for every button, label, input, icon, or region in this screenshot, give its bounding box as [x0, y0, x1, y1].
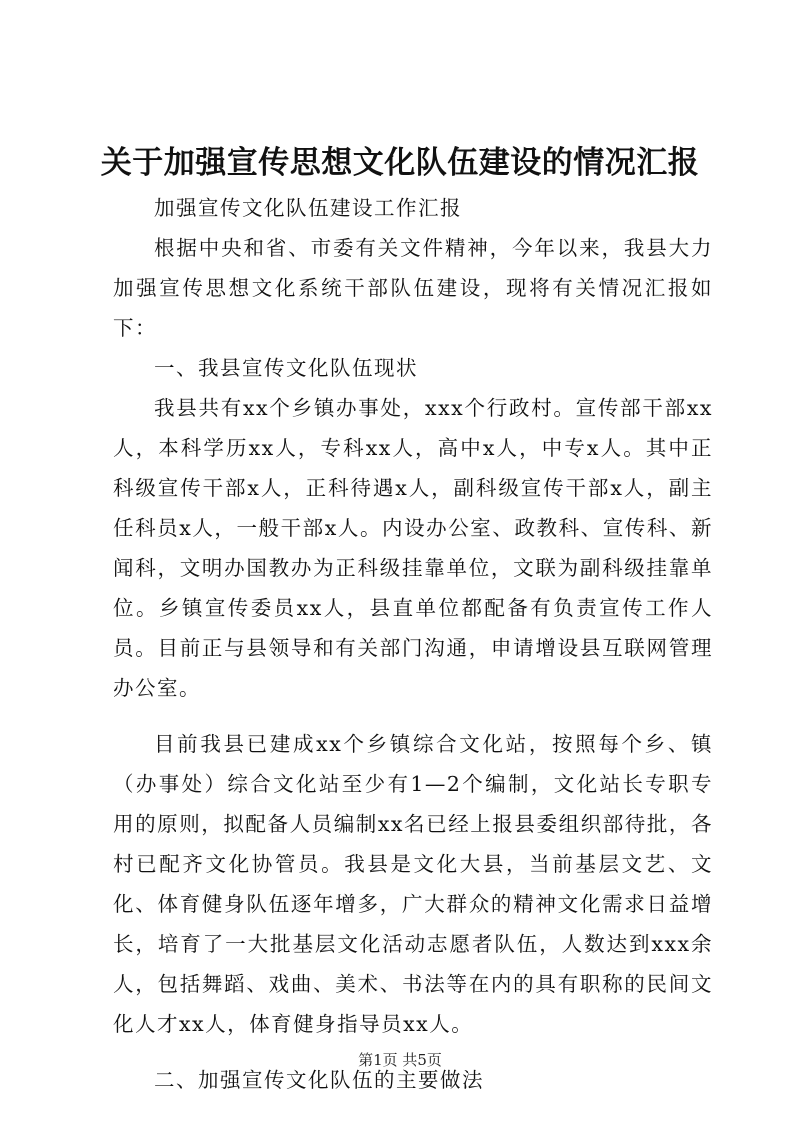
paragraph-intro: 根据中央和省、市委有关文件精神，今年以来，我县大力加强宣传思想文化系统干部队伍建设，现将有关情况汇报如下： — [113, 236, 713, 340]
paragraph-culture-stations: 目前我县已建成xx个乡镇综合文化站，按照每个乡、镇（办事处）综合文化站至少有1—2个编制，文化站长专职专用的原则，拟配备人员编制xx名已经上报县委组织部待批，各村已配齐文化协管员。我县是文化大县，当前基层文艺、文化、体育健身队伍逐年增多，广大群众的精神文化需求日益增长，培育了一大批基层文化活动志愿者队伍，人数达到xxx余人，包括舞蹈、戏曲、美术、书法等在内的具有职称的民间文化人才xx人，体育健身指导员xx人。 — [113, 732, 713, 1036]
section-heading-2: 二、加强宣传文化队伍的主要做法 — [154, 1068, 484, 1092]
paragraph-subtitle: 加强宣传文化队伍建设工作汇报 — [154, 196, 462, 220]
page-indicator: 第1页 共5页 — [358, 1051, 442, 1069]
section-heading-1: 一、我县宣传文化队伍现状 — [154, 356, 418, 380]
paragraph-staff-status: 我县共有xx个乡镇办事处，xxx个行政村。宣传部干部xx人，本科学历xx人，专科xx人，高中x人，中专x人。其中正科级宣传干部x人，正科待遇x人，副科级宣传干部x人，副主任科员x人，一般干部x人。内设办公室、政教科、宣传科、新闻科，文明办国教办为正科级挂靠单位，文联为副科级挂靠单位。乡镇宣传委员xx人，县直单位都配备有负责宣传工作人员。目前正与县领导和有关部门沟通，申请增设县互联网管理办公室。 — [113, 396, 713, 700]
document-body — [113, 188, 713, 1100]
document-title: 关于加强宣传思想文化队伍建设的情况汇报 — [100, 145, 700, 181]
